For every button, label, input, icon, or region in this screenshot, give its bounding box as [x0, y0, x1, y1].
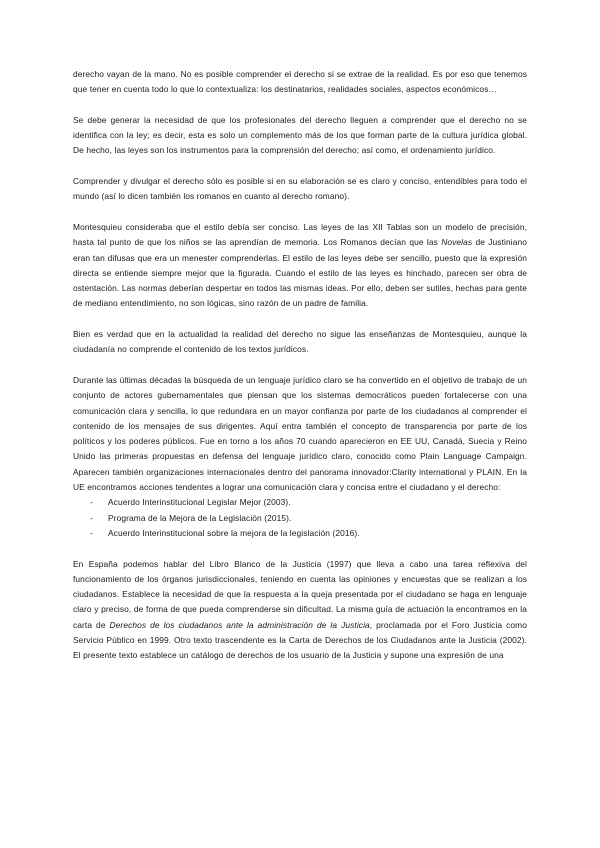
document-body [73, 67, 527, 679]
paragraph-4 [73, 220, 527, 312]
list-dash: - [90, 527, 93, 538]
novelas-italic: Novelas [441, 237, 473, 248]
paragraph-4-part-b: de Justiniano eran tan difusas que era un menester comprenderlas. El estilo de las leyes debe ser sencillo, puesto que la expresión directa se entiende siempre mejor que la figurada. Cuando el estilo de las leyes es hinchado, parecen ser obra de ostentación. Las normas deberían despertar en todos las mismas ideas. Por ello, deben ser sutiles, hechas para gente de mediano entendimiento, no son lógicas, sino razón de un padre de familia. [73, 237, 527, 309]
paragraph-4-part-a: Montesquieu consideraba que el estilo debía ser conciso. Las leyes de las XII Tablas son un modelo de precisión, hasta tal punto de que los niños se las aprendían de memoria. Los Romanos decían que las [73, 221, 527, 248]
list-item-text: Acuerdo Interinstitucional Legislar Mejor (2003). [108, 497, 291, 508]
list-item-text: Programa de la Mejora de la Legislación (2015). [108, 512, 292, 523]
paragraph-7-part-a: En España podemos hablar del Libro Blanco de la Justicia (1997) que lleva a cabo una tarea reflexiva del funcionamiento de los órganos jurisdiccionales, teniendo en cuenta las opiniones y encuestas que se realizan a los ciudadanos. Establece la necesidad de que la respuesta a la queja presentada por el ciudadano se haga en lenguaje claro y preciso, de forma de que pueda comprenderse sin dificultad. La misma guía de actuación la encontramos en la carta de [73, 558, 527, 630]
paragraph-1: derecho vayan de la mano. No es posible comprender el derecho si se extrae de la realidad. Es por eso que tenemos que tener en cuenta todo lo que lo contextualiza: los destinatarios, realidades sociales, aspectos económicos… [73, 69, 527, 95]
list-item [73, 526, 527, 541]
paragraph-7 [73, 557, 527, 664]
list-item [73, 511, 527, 526]
paragraph-3: Comprender y divulgar el derecho sólo es posible si en su elaboración se es claro y conciso, entendibles para todo el mundo (así lo dicen también los romanos en cuanto al derecho romano). [73, 176, 527, 202]
list-dash: - [90, 497, 93, 508]
charter-title-italic: Derechos de los ciudadanos ante la administración de la Justicia [109, 619, 370, 630]
list-item [73, 495, 527, 510]
paragraph-5: Bien es verdad que en la actualidad la realidad del derecho no sigue las enseñanzas de Montesquieu, aunque la ciudadanía no comprende el contenido de los textos jurídicos. [73, 329, 527, 355]
paragraph-7-part-b: , proclamada por el Foro Justicia como Servicio Público en 1999. Otro texto trascendente es la Carta de Derechos de los Ciudadanos ante la Justicia (2002). El presente texto establece un catálogo de derechos de los usuario de la Justicia y supone una expresión de una [73, 619, 527, 661]
list-dash: - [90, 512, 93, 523]
eu-actions-list [73, 495, 527, 541]
paragraph-6: Durante las últimas décadas la búsqueda de un lenguaje jurídico claro se ha convertido en el objetivo de trabajo de un conjunto de actores gubernamentales que piensan que los sistemas democráticos pueden fortalecerse con una comunicación clara y sencilla, lo que redundara en un mayor confianza por parte de los ciudadanos al comprender el contenido de los mensajes de sus dirigentes. Aquí entra también el concepto de transparencia por parte de los políticos y los poderes públicos. Fue en torno a los años 70 cuando aparecieron en EE UU, Canadá, Suecia y Reino Unido las primeras propuestas en defensa del lenguaje jurídico claro, conocido como Plain Language Campaign. Aparecen también organizaciones internacionales dentro del panorama innovador:Clarity international y PLAIN. En la UE encontramos acciones tendentes a lograr una comunicación clara y concisa entre el ciudadano y el derecho: [73, 374, 527, 493]
list-item-text: Acuerdo Interinstitucional sobre la mejora de la legislación (2016). [108, 527, 360, 538]
paragraph-2: Se debe generar la necesidad de que los profesionales del derecho lleguen a comprender que el derecho no se identifica con la ley; es decir, esta es solo un complemento más de los que forman parte de la cultura jurídica global. De hecho, las leyes son los instrumentos para la comprensión del derecho; así como, el ordenamiento jurídico. [73, 114, 527, 156]
